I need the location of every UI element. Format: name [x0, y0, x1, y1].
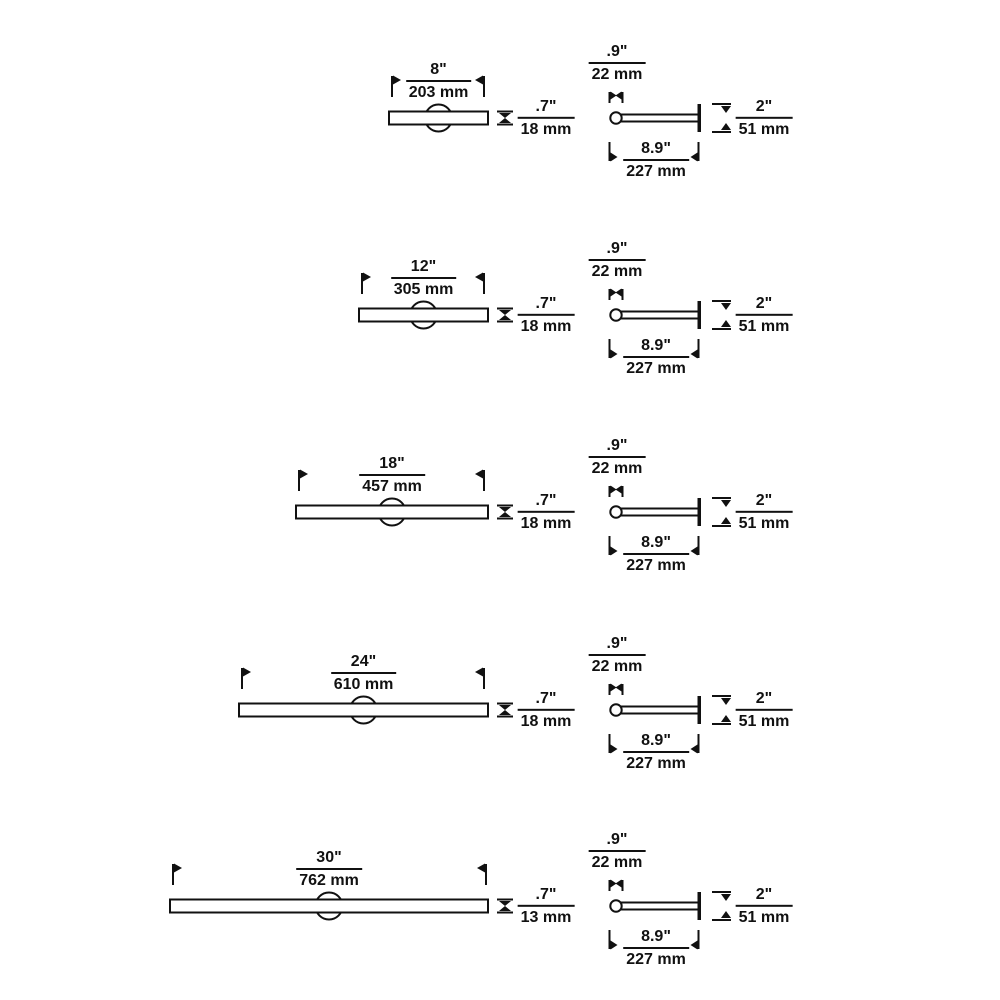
backplate-mm: 51 mm — [736, 709, 793, 731]
knob-dim-ticks — [610, 880, 623, 892]
depth-inches: 8.9" — [641, 732, 671, 749]
side-knob — [610, 506, 621, 517]
thickness-dim-mark — [497, 309, 513, 322]
side-arm — [621, 312, 699, 319]
backplate-dimension — [736, 294, 793, 336]
front-bar — [359, 309, 488, 322]
knob-dimension — [589, 634, 646, 676]
thickness-inches: .7" — [535, 491, 557, 509]
drawing-12in — [0, 197, 1000, 397]
thickness-dimension — [518, 689, 575, 731]
depth-dimension — [623, 336, 689, 378]
front-bar — [170, 900, 488, 913]
thickness-inches: .7" — [535, 885, 557, 903]
width-dimension — [359, 454, 425, 496]
depth-mm: 227 mm — [623, 553, 689, 575]
front-bar — [389, 112, 488, 125]
drawing-8in — [0, 0, 1000, 200]
knob-inches: .9" — [606, 240, 628, 257]
thickness-mm: 18 mm — [518, 709, 575, 731]
knob-dimension — [589, 239, 646, 281]
thickness-mm: 13 mm — [518, 905, 575, 927]
side-knob — [610, 112, 621, 123]
side-backplate — [698, 892, 702, 920]
knob-mm: 22 mm — [589, 259, 646, 281]
width-inches: 24" — [350, 653, 377, 670]
fixture-row-24in — [0, 592, 1000, 792]
knob-mm: 22 mm — [589, 456, 646, 478]
thickness-dimension — [518, 97, 575, 139]
side-knob — [610, 704, 621, 715]
backplate-dim-marks — [712, 892, 731, 920]
knob-dim-ticks — [610, 289, 623, 301]
fixture-row-12in — [0, 197, 1000, 397]
knob-mm: 22 mm — [589, 850, 646, 872]
depth-inches: 8.9" — [641, 534, 671, 551]
knob-dim-ticks — [610, 92, 623, 104]
knob-dimension — [589, 42, 646, 84]
depth-mm: 227 mm — [623, 356, 689, 378]
side-arm — [621, 509, 699, 516]
backplate-dimension — [736, 491, 793, 533]
width-inches: 8" — [430, 61, 447, 78]
thickness-dim-mark — [497, 704, 513, 717]
width-dimension — [391, 257, 457, 299]
knob-dimension — [589, 830, 646, 872]
thickness-dim-mark — [497, 112, 513, 125]
width-mm: 610 mm — [331, 672, 397, 694]
side-arm — [621, 707, 699, 714]
fixture-row-8in — [0, 0, 1000, 200]
depth-dimension — [623, 533, 689, 575]
depth-dimension — [623, 927, 689, 969]
depth-inches: 8.9" — [641, 337, 671, 354]
width-mm: 203 mm — [406, 80, 472, 102]
backplate-dim-marks — [712, 696, 731, 724]
knob-inches: .9" — [606, 831, 628, 848]
width-mm: 762 mm — [296, 868, 362, 890]
backplate-inches: 2" — [755, 885, 773, 903]
knob-inches: .9" — [606, 437, 628, 454]
thickness-mm: 18 mm — [518, 117, 575, 139]
backplate-inches: 2" — [755, 294, 773, 312]
thickness-dim-mark — [497, 900, 513, 913]
depth-inches: 8.9" — [641, 928, 671, 945]
width-dimension — [406, 60, 472, 102]
thickness-inches: .7" — [535, 97, 557, 115]
front-bar — [296, 506, 488, 519]
side-backplate — [698, 498, 702, 526]
side-knob — [610, 900, 621, 911]
side-arm — [621, 115, 699, 122]
depth-mm: 227 mm — [623, 159, 689, 181]
side-knob — [610, 309, 621, 320]
backplate-mm: 51 mm — [736, 905, 793, 927]
depth-dimension — [623, 731, 689, 773]
backplate-inches: 2" — [755, 689, 773, 707]
thickness-dimension — [518, 491, 575, 533]
width-inches: 18" — [379, 455, 405, 472]
thickness-dimension — [518, 294, 575, 336]
thickness-inches: .7" — [535, 294, 557, 312]
backplate-mm: 51 mm — [736, 117, 793, 139]
knob-inches: .9" — [606, 635, 628, 652]
depth-mm: 227 mm — [623, 751, 689, 773]
knob-inches: .9" — [606, 43, 628, 60]
width-inches: 12" — [410, 258, 437, 275]
depth-dimension — [623, 139, 689, 181]
backplate-inches: 2" — [755, 491, 773, 509]
width-mm: 457 mm — [359, 474, 425, 496]
drawing-24in — [0, 592, 1000, 792]
drawing-30in — [0, 788, 1000, 988]
width-mm: 305 mm — [391, 277, 457, 299]
fixture-row-30in — [0, 788, 1000, 988]
backplate-dim-marks — [712, 498, 731, 526]
thickness-dim-mark — [497, 506, 513, 519]
side-backplate — [698, 301, 702, 329]
knob-dim-ticks — [610, 486, 623, 498]
side-backplate — [698, 696, 702, 724]
thickness-mm: 18 mm — [518, 511, 575, 533]
backplate-dim-marks — [712, 301, 731, 329]
width-dimension — [331, 652, 397, 694]
backplate-dim-marks — [712, 104, 731, 132]
fixture-row-18in — [0, 394, 1000, 594]
front-bar — [239, 704, 488, 717]
depth-mm: 227 mm — [623, 947, 689, 969]
knob-dim-ticks — [610, 684, 623, 696]
backplate-mm: 51 mm — [736, 511, 793, 533]
knob-dimension — [589, 436, 646, 478]
knob-mm: 22 mm — [589, 62, 646, 84]
backplate-inches: 2" — [755, 97, 773, 115]
thickness-inches: .7" — [535, 689, 557, 707]
knob-mm: 22 mm — [589, 654, 646, 676]
depth-inches: 8.9" — [641, 140, 671, 157]
thickness-dimension — [518, 885, 575, 927]
drawing-18in — [0, 394, 1000, 594]
width-dimension — [296, 848, 362, 890]
backplate-dimension — [736, 689, 793, 731]
width-inches: 30" — [316, 849, 342, 866]
backplate-dimension — [736, 885, 793, 927]
side-arm — [621, 903, 699, 910]
side-backplate — [698, 104, 702, 132]
thickness-mm: 18 mm — [518, 314, 575, 336]
backplate-dimension — [736, 97, 793, 139]
backplate-mm: 51 mm — [736, 314, 793, 336]
